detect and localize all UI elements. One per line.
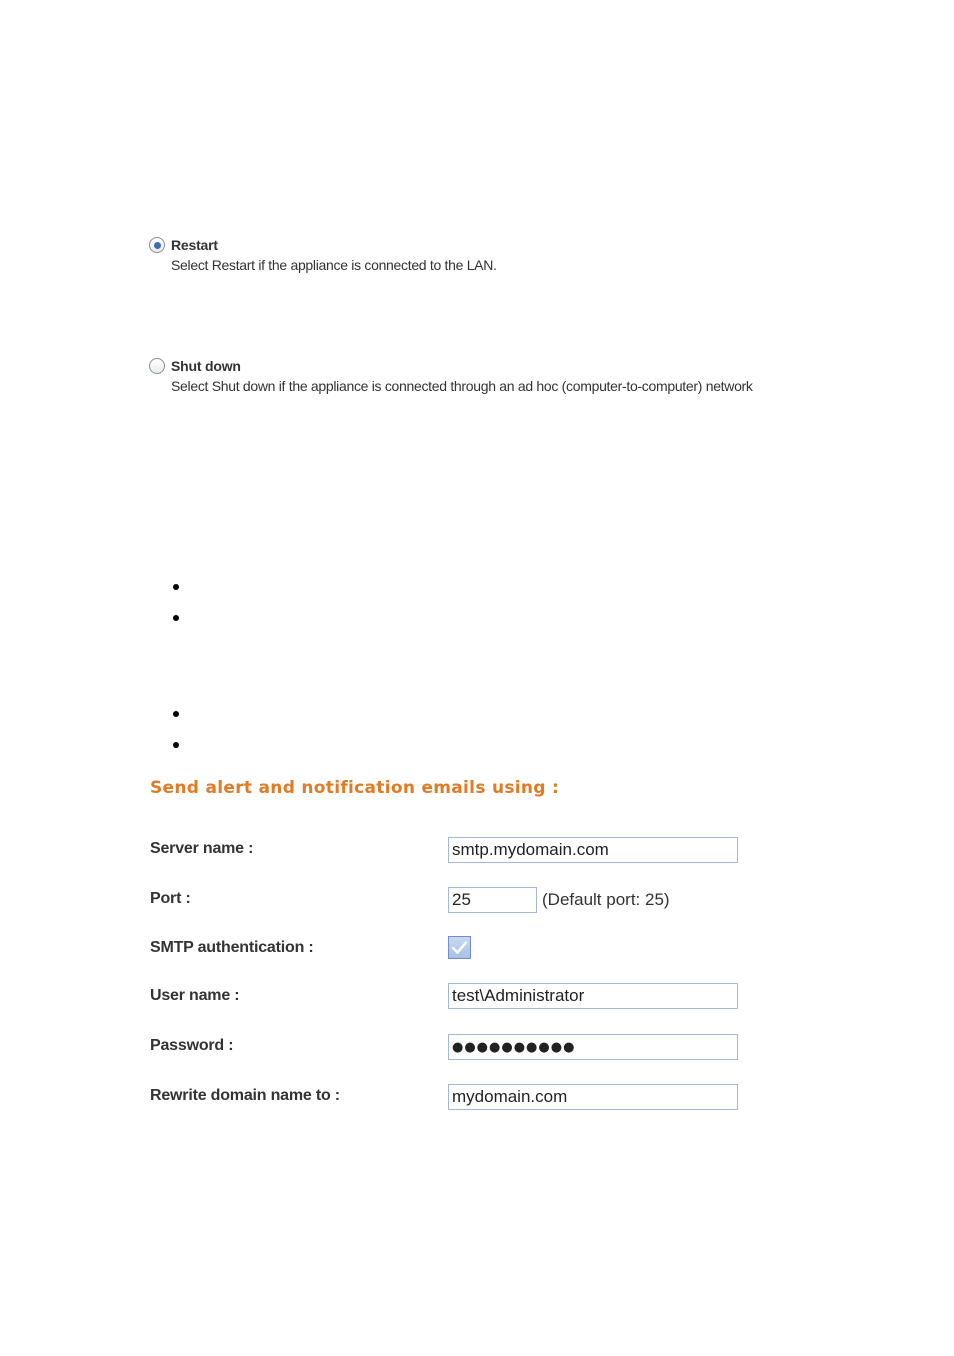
bullet-point	[173, 615, 179, 621]
user-name-label: User name :	[150, 987, 240, 1004]
bullet-point	[173, 711, 179, 717]
rewrite-domain-label: Rewrite domain name to :	[150, 1087, 340, 1104]
shutdown-label[interactable]: Shut down	[171, 358, 241, 374]
checkmark-icon	[451, 940, 468, 955]
shutdown-option[interactable]	[149, 356, 753, 394]
user-name-input[interactable]	[448, 983, 738, 1009]
port-label: Port :	[150, 890, 191, 907]
server-name-input[interactable]	[448, 837, 738, 863]
smtp-auth-label: SMTP authentication :	[150, 939, 314, 956]
default-port-hint: (Default port: 25)	[542, 890, 670, 909]
restart-label[interactable]: Restart	[171, 237, 218, 253]
rewrite-domain-input[interactable]	[448, 1084, 738, 1110]
shutdown-radio[interactable]	[149, 358, 165, 374]
smtp-auth-checkbox[interactable]	[448, 936, 471, 959]
bullet-point	[173, 584, 179, 590]
port-input[interactable]	[448, 887, 537, 913]
shutdown-description: Select Shut down if the appliance is connected through an ad hoc (computer-to-computer) network	[171, 378, 753, 394]
email-settings-title: Send alert and notification emails using :	[150, 778, 560, 798]
server-name-label: Server name :	[150, 840, 254, 857]
bullet-point	[173, 742, 179, 748]
password-label: Password :	[150, 1037, 234, 1054]
password-input[interactable]	[448, 1034, 738, 1060]
restart-description: Select Restart if the appliance is connected to the LAN.	[171, 257, 497, 273]
restart-radio[interactable]	[149, 237, 165, 253]
restart-option[interactable]	[149, 235, 497, 273]
